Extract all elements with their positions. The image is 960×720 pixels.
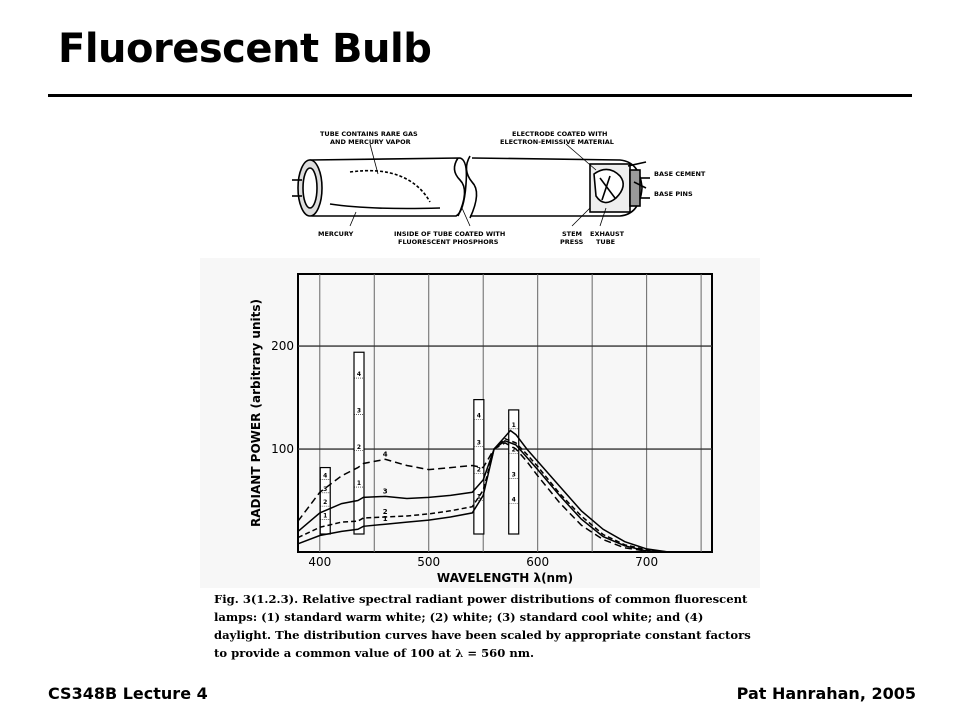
mercury-line-label: 1 — [511, 421, 516, 429]
spectral-chart — [200, 258, 760, 588]
mercury-line-label: 3 — [323, 485, 328, 493]
mercury-line-label: 3 — [356, 407, 362, 415]
tube-diagram — [290, 118, 710, 258]
mercury-line-label: 2 — [476, 466, 481, 474]
mercury-line-label: 2 — [356, 443, 362, 451]
series-label: 1 — [382, 515, 388, 524]
footer-author: Pat Hanrahan, 2005 — [736, 684, 916, 703]
label-stem-1: STEM — [562, 230, 583, 238]
label-electrode-2: ELECTRON-EMISSIVE MATERIAL — [500, 138, 614, 146]
mercury-line-label: 1 — [323, 512, 328, 520]
label-tube-gas-1: TUBE CONTAINS RARE GAS — [320, 130, 418, 138]
label-exhaust-1: EXHAUST — [590, 230, 625, 238]
mercury-line-label: 1 — [476, 493, 481, 501]
x-tick-label: 700 — [635, 555, 659, 569]
label-inside-2: FLUORESCENT PHOSPHORS — [398, 238, 499, 246]
tube-body-left — [292, 158, 466, 216]
y-axis-label: RADIANT POWER (arbitrary units) — [249, 299, 263, 527]
mercury-line-label: 3 — [476, 439, 481, 447]
mercury-line-label: 4 — [356, 371, 362, 379]
x-tick-label: 500 — [417, 555, 441, 569]
y-tick-label: 200 — [271, 339, 294, 354]
title-rule — [48, 94, 912, 97]
series-label: 3 — [382, 487, 388, 496]
mercury-line-label: 4 — [476, 412, 481, 420]
label-mercury: MERCURY — [318, 230, 354, 238]
tube-leaders — [350, 144, 606, 226]
x-tick-label: 600 — [526, 555, 550, 569]
label-electrode-1: ELECTRODE COATED WITH — [512, 130, 608, 138]
mercury-line-label: 1 — [356, 480, 362, 488]
mercury-line-label: 4 — [511, 496, 516, 504]
label-tube-gas-2: AND MERCURY VAPOR — [330, 138, 411, 146]
y-tick-label: 100 — [271, 442, 294, 457]
label-exhaust-2: TUBE — [596, 238, 616, 246]
label-base-pins: BASE PINS — [654, 190, 693, 198]
mercury-line-label: 2 — [323, 499, 328, 507]
figure — [200, 118, 760, 658]
mercury-line-label: 4 — [323, 472, 328, 480]
series-label: 4 — [382, 450, 388, 459]
x-axis-label: WAVELENGTH λ(nm) — [436, 571, 574, 585]
series-label: 2 — [382, 507, 388, 516]
label-stem-2: PRESS — [560, 238, 584, 246]
label-inside-1: INSIDE OF TUBE COATED WITH — [394, 230, 506, 238]
mercury-line-label: 3 — [511, 471, 516, 479]
x-tick-label: 400 — [308, 555, 332, 569]
label-base-cement: BASE CEMENT — [654, 170, 706, 178]
figure-caption: Fig. 3(1.2.3). Relative spectral radiant power distributions of common fluorescent lamps: (1) standard warm white; (2) white; (3) standard cool white; and (4) daylight. The distribution curves have been scaled by appropriate constant factors to provide a common value of 100 at λ = 560 nm. — [214, 592, 751, 660]
slide-title: Fluorescent Bulb — [58, 26, 432, 72]
footer-course: CS348B Lecture 4 — [48, 684, 208, 703]
tube-body-right — [470, 158, 650, 216]
mercury-line-label: 2 — [511, 446, 516, 454]
